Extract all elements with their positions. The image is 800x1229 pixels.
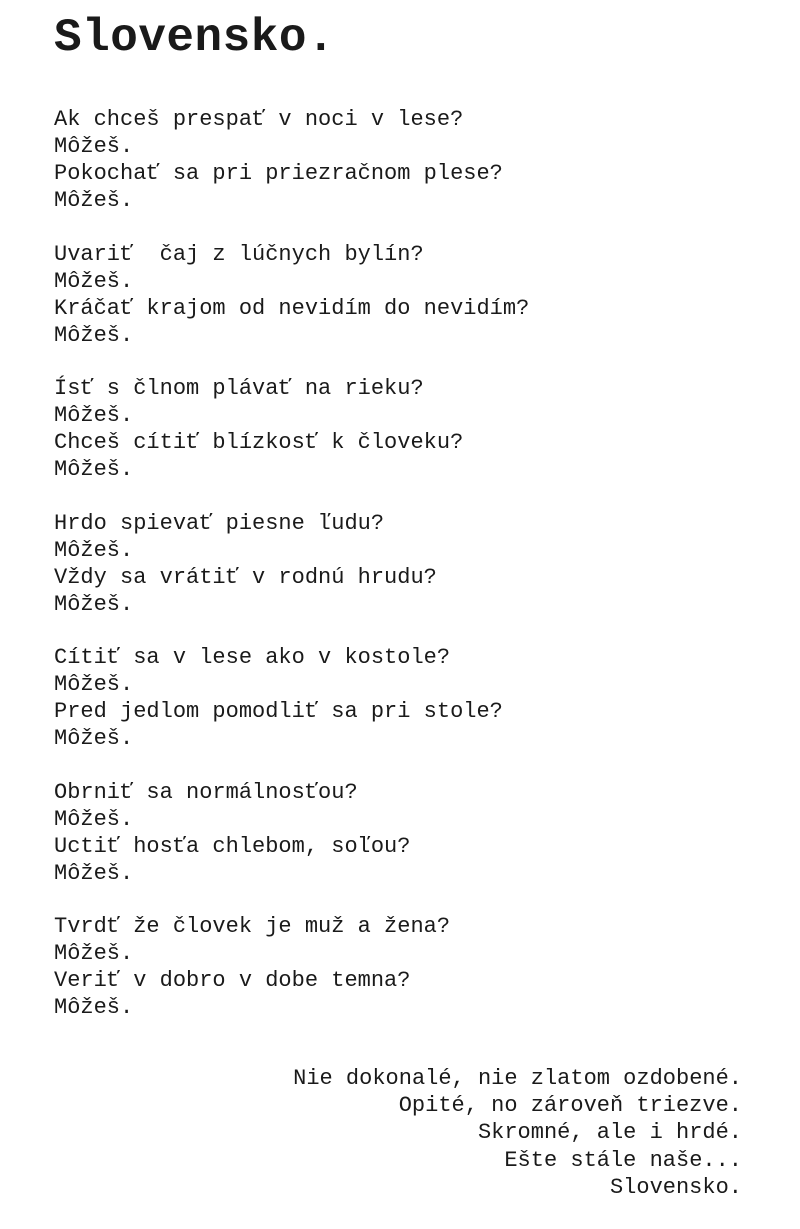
question-line: Ak chceš prespať v noci v lese? [54,107,464,132]
answer-line: Môžeš. [54,726,134,751]
answer-line: Môžeš. [54,322,134,348]
question-line: Tvrdť že človek je muž a žena? [54,914,451,939]
answer-line: Môžeš. [54,403,134,428]
closing-line: Ešte stále naše... [504,1147,742,1173]
answer-line: Môžeš. [54,995,134,1020]
answer-line: Môžeš. [54,268,134,294]
answer-line: Môžeš. [54,537,134,563]
question-line: Ísť s člnom plávať na rieku? [54,376,424,401]
stanza [54,375,754,483]
stanza [54,913,754,1021]
answer-line: Môžeš. [54,941,134,966]
stanza [54,106,754,214]
closing-line: Skromné, ale i hrdé. [477,1120,742,1146]
question-line: Vždy sa vrátiť v rodnú hrudu? [54,564,437,590]
stanza [54,510,754,618]
question-line: Pokochať sa pri priezračnom plese? [54,161,503,186]
answer-line: Môžeš. [54,860,134,886]
stanza [54,241,754,349]
closing-verse [293,1065,742,1201]
question-line: Uvariť čaj z lúčnych bylín? [54,241,424,267]
answer-line: Môžeš. [54,591,134,617]
question-line: Veriť v dobro v dobe temna? [54,968,411,993]
poem-title: Slovensko. [54,12,336,64]
question-line: Kráčať krajom od nevidím do nevidím? [54,295,530,321]
poem-page [54,0,754,1048]
closing-line: Opité, no zároveň triezve. [398,1093,742,1119]
answer-line: Môžeš. [54,188,134,213]
closing-line: Nie dokonalé, nie zlatom ozdobené. [293,1066,742,1091]
answer-line: Môžeš. [54,457,134,482]
question-line: Pred jedlom pomodliť sa pri stole? [54,699,503,724]
question-line: Chceš cítiť blízkosť k človeku? [54,430,464,455]
question-line: Cítiť sa v lese ako v kostole? [54,645,451,670]
answer-line: Môžeš. [54,806,134,832]
question-line: Uctiť hosťa chlebom, soľou? [54,833,411,859]
question-line: Hrdo spievať piesne ľudu? [54,510,385,536]
answer-line: Môžeš. [54,134,134,159]
stanza [54,779,754,887]
question-line: Obrniť sa normálnosťou? [54,779,358,805]
poem-body [54,106,754,1021]
closing-line: Slovensko. [609,1174,742,1200]
stanza [54,644,754,752]
answer-line: Môžeš. [54,672,134,697]
